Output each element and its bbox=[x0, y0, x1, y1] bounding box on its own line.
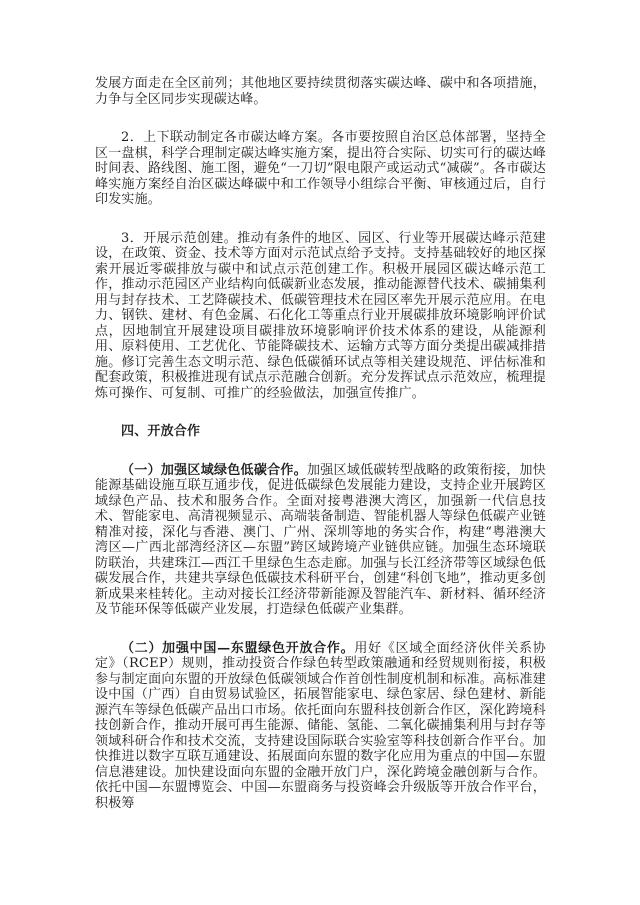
sub-2-text: 用好《区域全面经济伙伴关系协定》（RCEP）规则，推动投资合作绿色转型政策融通和经贸规则衔接，积极参与制定面向东盟的开放绿色低碳领域合作首创性制度机制和标准。高标准建设中国（广西）自由贸易试验区，拓展智能家电、绿色家居、绿色建材、新能源汽车等绿色低碳产品出口市场。依托面向东盟科技创新合作区，深化跨境科技创新合作，推动开展可再生能源、储能、氢能、二氧化碳捕集利用与封存等领域科研合作和技术交流，支持建设国际联合实验室等科技创新合作平台。加快推进以数字互联互通建设、拓展面向东盟的数字化应用为重点的中国—东盟信息港建设。加快建设面向东盟的金融开放门户，深化跨境金融创新与合作。依托中国—东盟博览会、中国—东盟商务与投资峰会升级版等开放合作平台，积极筹 bbox=[95, 640, 546, 811]
section-heading-open-cooperation: 四、开放合作 bbox=[121, 424, 201, 439]
sub-2-lead: （二）加强中国—东盟绿色开放合作。 bbox=[121, 640, 355, 656]
paragraph-item-3: 3．开展示范创建。推动有条件的地区、园区、行业等开展碳达峰示范建设，在政策、资金、技术等方面对示范试点给予支持。支持基础较好的地区探索开展近零碳排放与碳中和试点示范创建工作。积极开展园区碳达峰示范工作，推动示范园区产业结构向低碳新业态发展，推动能源替代技术、碳捕集利用与封存技术、工艺降碳技术、低碳管理技术在园区率先开展示范应用。在电力、钢铁、建材、有色金属、石化化工等重点行业开展碳排放环境影响评价试点，因地制宜开展建设项目碳排放环境影响评价技术体系的建设，从能源利用、原料使用、工艺优化、节能降碳技术、运输方式等方面分类提出碳减排措施。修订完善生态文明示范、绿色低碳循环试点等相关建设规范、评估标准和配套政策，积极推进现有试点示范融合创新。充分发挥试点示范效应，梳理提炼可操作、可复制、可推广的经验做法，加强宣传推广。 bbox=[95, 230, 546, 401]
paragraph-sub-1 bbox=[95, 463, 546, 618]
paragraph-item-2: 2．上下联动制定各市碳达峰方案。各市要按照自治区总体部署，坚持全区一盘棋，科学合理制定碳达峰实施方案，提出符合实际、切实可行的碳达峰时间表、路线图、施工图，避免“一刀切”限电限产或运动式“减碳”。各市碳达峰实施方案经自治区碳达峰碳中和工作领导小组综合平衡、审核通过后，自行印发实施。 bbox=[95, 130, 546, 207]
document-body bbox=[95, 76, 546, 811]
sub-1-lead: （一）加强区域绿色低碳合作。 bbox=[121, 462, 307, 478]
paragraph-sub-2 bbox=[95, 641, 546, 812]
paragraph-continuation: 发展方面走在全区前列；其他地区要持续贯彻落实碳达峰、碳中和各项措施，力争与全区同步实现碳达峰。 bbox=[95, 76, 546, 107]
sub-1-text: 加强区域低碳转型战略的政策衔接，加快能源基础设施互联互通步伐，促进低碳绿色发展能力建设，支持企业开展跨区域绿色产品、技术和服务合作。全面对接粤港澳大湾区，加强新一代信息技术、智能家电、高清视频显示、高端装备制造、智能机器人等绿色低碳产业链精准对接，深化与香港、澳门、广州、深圳等地的务实合作，构建“粤港澳大湾区—广西北部湾经济区—东盟”跨区域跨境产业链供应链。加强生态环境联防联治，共建珠江—西江千里绿色生态走廊。加强与长江经济带等区域绿色低碳发展合作，共建共享绿色低碳技术科研平台，创建“科创飞地”，推动更多创新成果来桂转化。主动对接长江经济带新能源及智能汽车、新材料、循环经济及节能环保等低碳产业发展，打造绿色低碳产业集群。 bbox=[95, 462, 546, 617]
